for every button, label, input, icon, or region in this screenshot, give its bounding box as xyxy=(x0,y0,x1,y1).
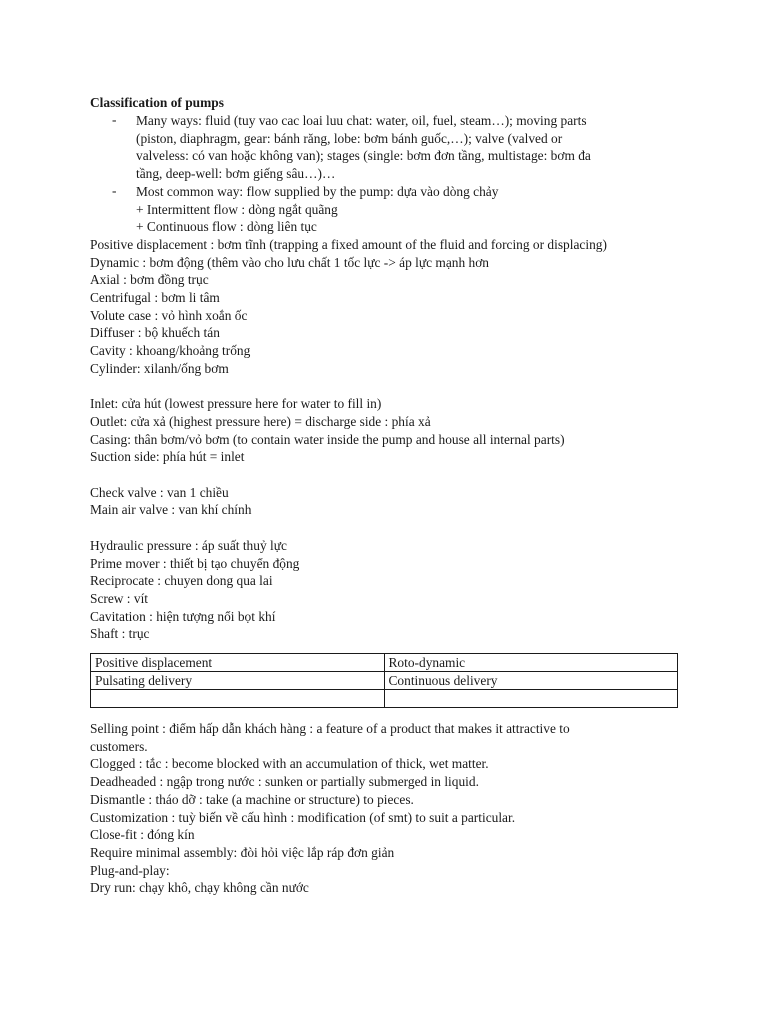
bullet-line: valveless: có van hoặc không van); stages (single: bơm đơn tầng, multistage: bơm đa xyxy=(136,148,591,164)
document-title: Classification of pumps xyxy=(90,95,224,110)
term-line: Axial : bơm đồng trục xyxy=(90,272,209,288)
term-line: Reciprocate : chuyen dong qua lai xyxy=(90,573,273,589)
bullet-line: Most common way: flow supplied by the pump: dựa vào dòng chảy xyxy=(136,183,499,199)
term-line: Centrifugal : bơm li tâm xyxy=(90,290,220,306)
term-line: Cylinder: xilanh/ống bơm xyxy=(90,360,229,376)
table-cell: Roto-dynamic xyxy=(384,654,678,672)
term-line: Screw : vít xyxy=(90,590,149,606)
term-line: Deadheaded : ngập trong nước : sunken or partially submerged in liquid. xyxy=(90,774,479,790)
table-cell: Continuous delivery xyxy=(384,672,678,690)
term-line: Inlet: cửa hút (lowest pressure here for water to fill in) xyxy=(90,396,382,412)
term-line: Dry run: chạy khô, chạy không cần nước xyxy=(90,880,309,896)
table-cell xyxy=(91,690,385,708)
table-row xyxy=(91,690,678,708)
term-line: Customization : tuỳ biến về cấu hình : modification (of smt) to suit a particular. xyxy=(90,809,516,825)
term-line: customers. xyxy=(90,738,148,754)
term-line: Clogged : tắc : become blocked with an accumulation of thick, wet matter. xyxy=(90,756,489,772)
blank-line xyxy=(90,466,690,484)
table-row xyxy=(91,654,678,672)
term-line: Cavitation : hiện tượng nổi bọt khí xyxy=(90,608,276,624)
term-line: Close-fit : đóng kín xyxy=(90,827,195,843)
term-line: Outlet: cửa xả (highest pressure here) = discharge side : phía xả xyxy=(90,413,431,429)
bullet-subitem: + Intermittent flow : dòng ngắt quãng xyxy=(136,201,338,217)
term-line: Dynamic : bơm động (thêm vào cho lưu chất 1 tốc lực -> áp lực mạnh hơn xyxy=(90,254,489,270)
pump-comparison-table xyxy=(90,653,678,708)
bullet-subitem: + Continuous flow : dòng liên tục xyxy=(136,219,317,235)
term-line: Selling point : điểm hấp dẫn khách hàng : a feature of a product that makes it attractive to xyxy=(90,721,570,737)
bullet-dash: - xyxy=(112,112,117,127)
term-line: Diffuser : bộ khuếch tán xyxy=(90,325,220,341)
table-row xyxy=(91,672,678,690)
table-cell xyxy=(384,690,678,708)
table-cell: Pulsating delivery xyxy=(91,672,385,690)
blank-line xyxy=(90,519,690,537)
bullet-dash: - xyxy=(112,182,117,198)
term-line: Casing: thân bơm/vỏ bơm (to contain water inside the pump and house all internal parts) xyxy=(90,431,565,447)
term-line: Plug-and-play: xyxy=(90,862,170,878)
bullet-line: (piston, diaphragm, gear: bánh răng, lobe: bơm bánh guốc,…); valve (valved or xyxy=(136,130,563,146)
bullet-line: Many ways: fluid (tuy vao cac loai luu chat: water, oil, fuel, steam…); moving parts xyxy=(136,113,587,128)
term-line: Check valve : van 1 chiều xyxy=(90,484,229,500)
term-line: Hydraulic pressure : áp suất thuỷ lực xyxy=(90,537,287,553)
bullet-item-2 xyxy=(90,183,690,236)
term-line: Dismantle : tháo dỡ : take (a machine or structure) to pieces. xyxy=(90,791,414,807)
term-line: Main air valve : van khí chính xyxy=(90,502,252,518)
blank-line xyxy=(90,378,690,396)
document-page xyxy=(90,94,690,897)
term-line: Prime mover : thiết bị tạo chuyển động xyxy=(90,555,300,571)
term-line: Require minimal assembly: đòi hỏi việc lắp ráp đơn giản xyxy=(90,844,395,860)
table-cell: Positive displacement xyxy=(91,654,385,672)
term-line: Volute case : vỏ hình xoắn ốc xyxy=(90,307,248,323)
term-line: Positive displacement : bơm tĩnh (trapping a fixed amount of the fluid and forcing or displacing) xyxy=(90,236,607,252)
term-line: Shaft : trục xyxy=(90,626,150,642)
bullet-line: tầng, deep-well: bơm giếng sâu…)… xyxy=(136,166,336,182)
term-line: Cavity : khoang/khoảng trống xyxy=(90,343,251,359)
bullet-item-1 xyxy=(90,112,690,183)
term-line: Suction side: phía hút = inlet xyxy=(90,449,245,465)
